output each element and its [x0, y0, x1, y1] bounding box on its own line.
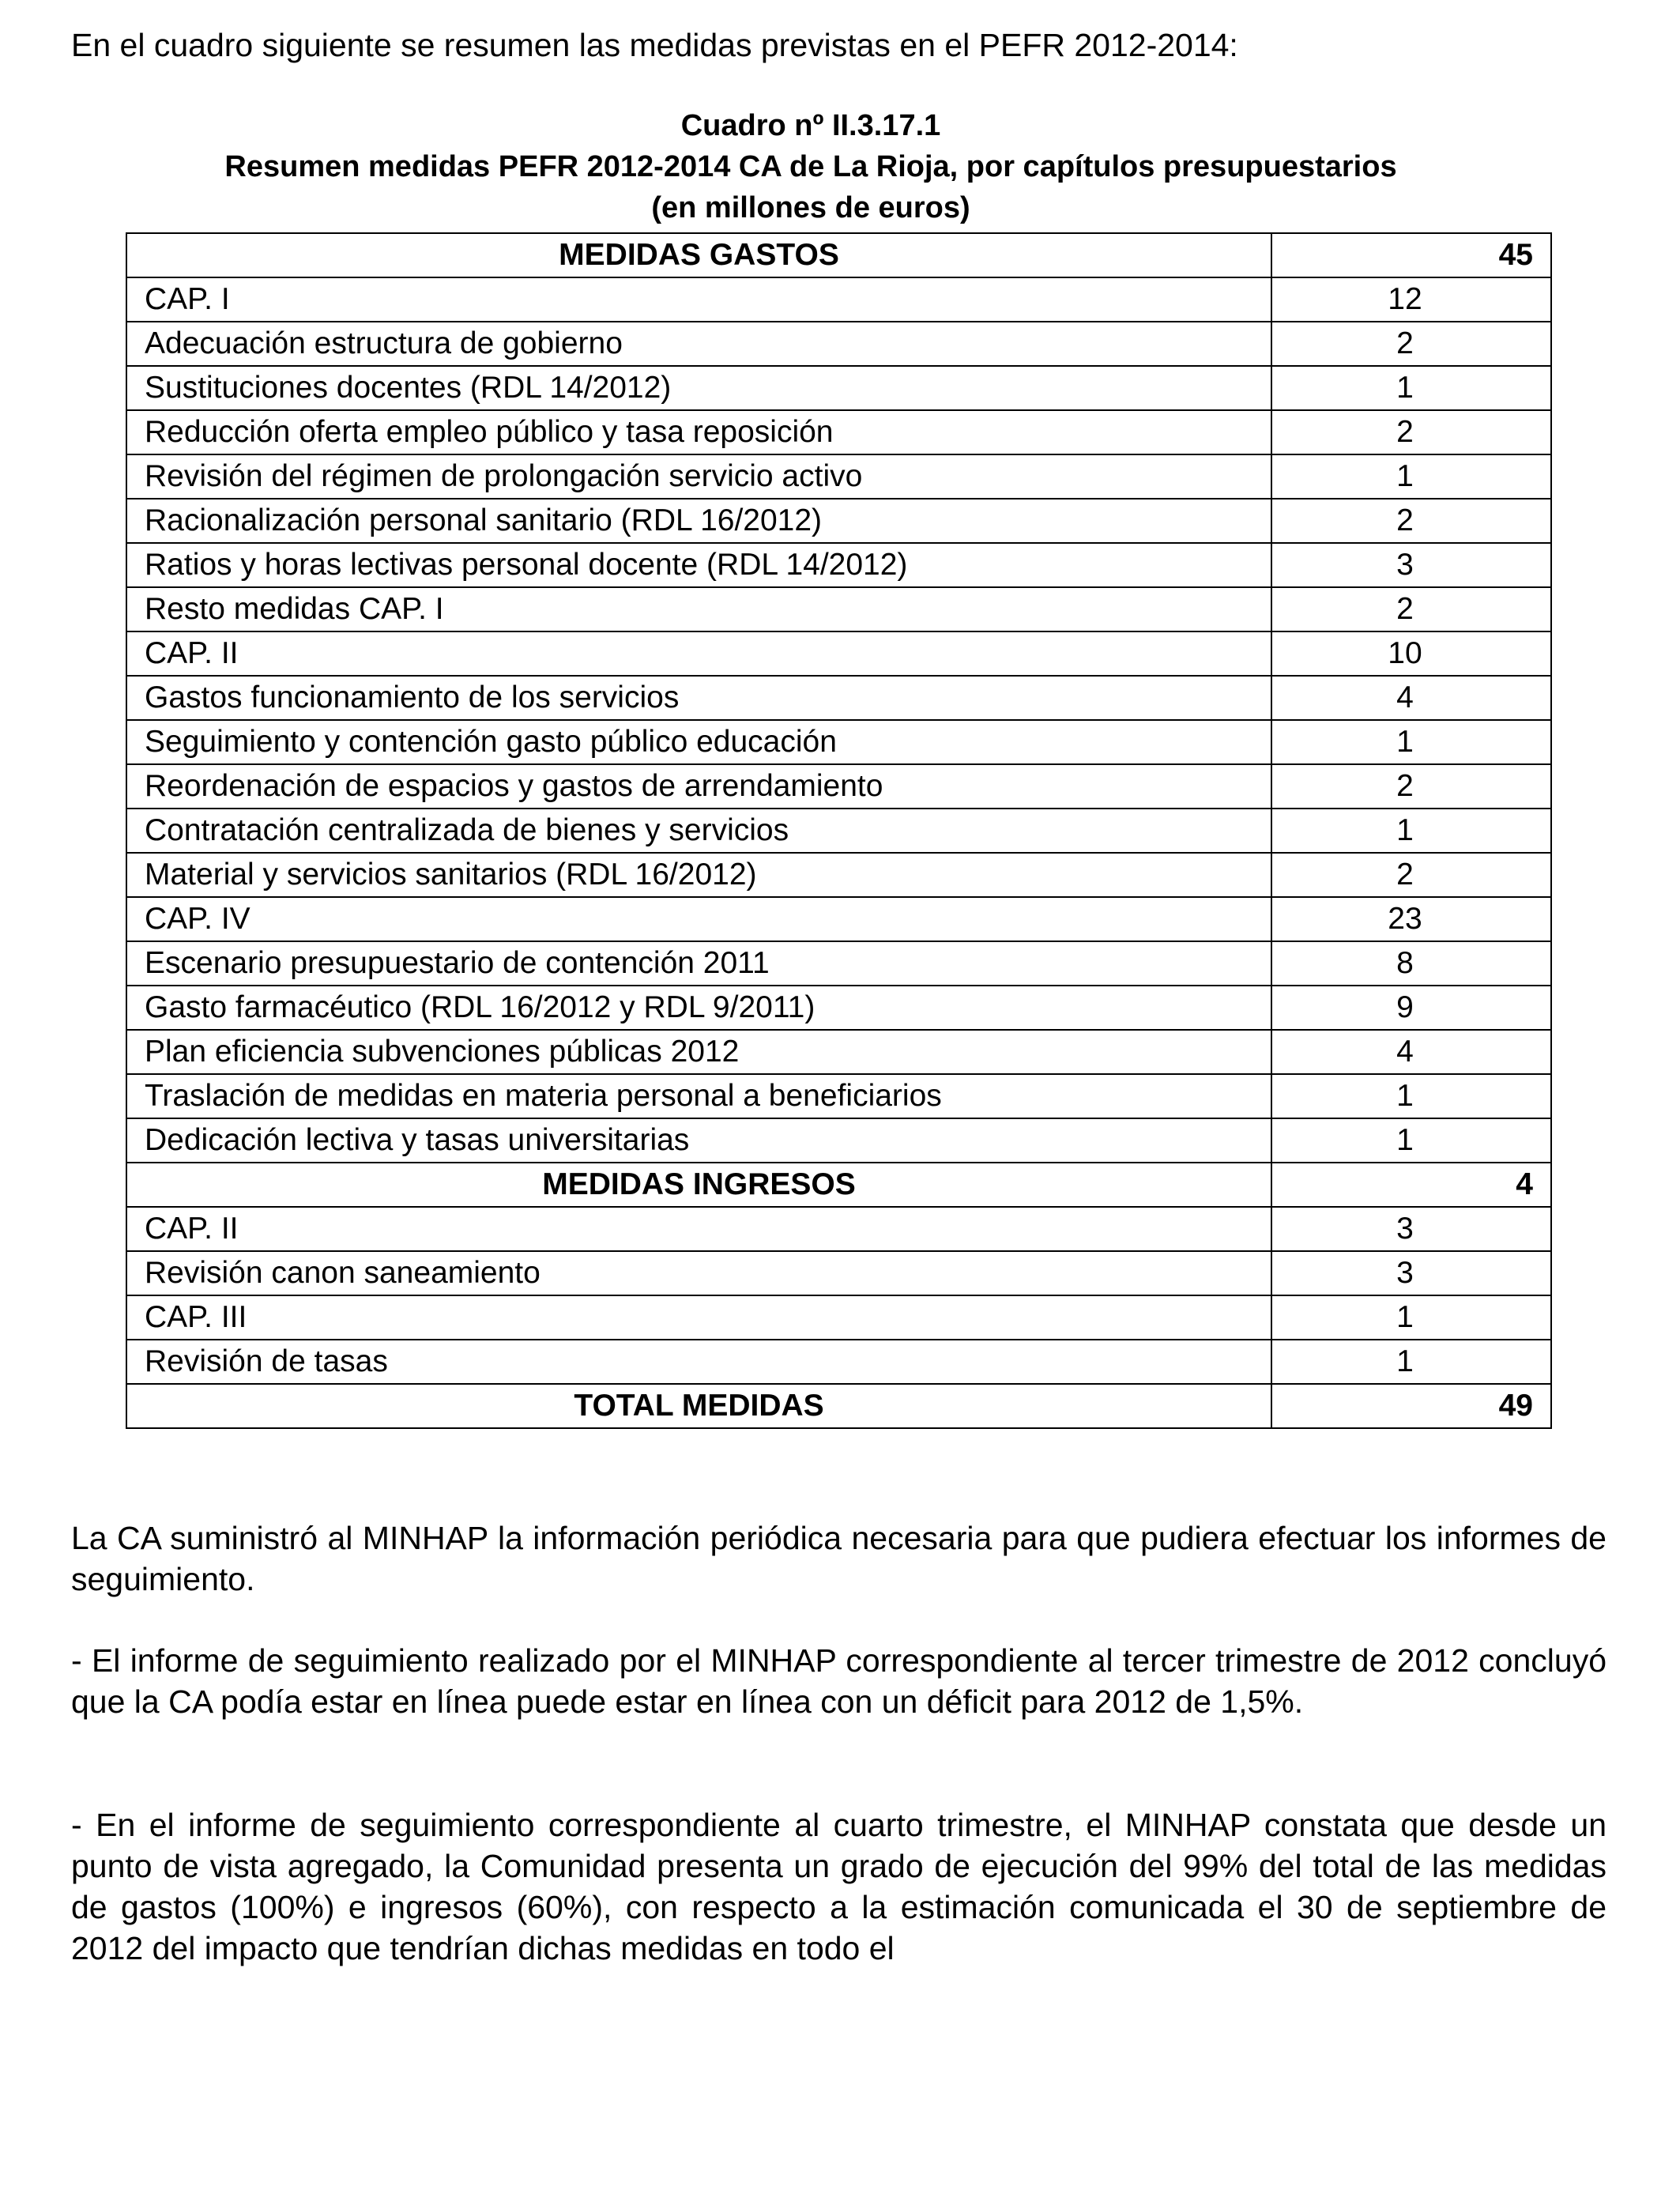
measure-label: Revisión canon saneamiento	[126, 1251, 1271, 1295]
measure-label: Gasto farmacéutico (RDL 16/2012 y RDL 9/2011)	[126, 986, 1271, 1030]
measure-value: 2	[1271, 322, 1551, 366]
measure-value: 1	[1271, 809, 1551, 853]
measures-summary-table	[126, 232, 1552, 1429]
table-number: Cuadro nº II.3.17.1	[680, 109, 941, 142]
measure-value: 1	[1271, 1295, 1551, 1340]
paragraph-third-quarter: - El informe de seguimiento realizado por el MINHAP correspondiente al tercer trimestre de 2012 concluyó que la CA podía estar en línea puede estar en línea con un déficit para 2012 de 1,5%.	[71, 1642, 1607, 1720]
measure-value: 1	[1271, 366, 1551, 410]
paragraph-fourth-quarter: - En el informe de seguimiento correspondiente al cuarto trimestre, el MINHAP constata que desde un punto de vista agregado, la Comunidad presenta un grado de ejecución del 99% del total de las medidas de gastos (100%) e ingresos (60%), con respecto a la estimación comunicada el 30 de septiembre de 2012 del impacto que tendrían dichas medidas en todo el	[71, 1807, 1607, 1966]
table-row	[126, 631, 1551, 676]
measure-label: CAP. II	[126, 631, 1271, 676]
table-section-row	[126, 1384, 1551, 1428]
measure-value: 8	[1271, 941, 1551, 986]
measure-value: 3	[1271, 543, 1551, 587]
table-row	[126, 1295, 1551, 1340]
measure-label: Seguimiento y contención gasto público educación	[126, 720, 1271, 764]
measure-value: 1	[1271, 1118, 1551, 1163]
section-total: 45	[1271, 233, 1551, 277]
section-label: MEDIDAS GASTOS	[126, 233, 1271, 277]
table-row	[126, 897, 1551, 941]
section-total: 4	[1271, 1163, 1551, 1207]
section-label: TOTAL MEDIDAS	[126, 1384, 1271, 1428]
measure-label: Sustituciones docentes (RDL 14/2012)	[126, 366, 1271, 410]
measure-value: 1	[1271, 720, 1551, 764]
table-row	[126, 587, 1551, 631]
measure-label: CAP. I	[126, 277, 1271, 322]
measure-value: 1	[1271, 1340, 1551, 1384]
measure-label: Contratación centralizada de bienes y servicios	[126, 809, 1271, 853]
measure-label: Resto medidas CAP. I	[126, 587, 1271, 631]
table-row	[126, 941, 1551, 986]
measure-label: Reordenación de espacios y gastos de arrendamiento	[126, 764, 1271, 809]
table-row	[126, 986, 1551, 1030]
measure-label: Material y servicios sanitarios (RDL 16/2012)	[126, 853, 1271, 897]
table-row	[126, 277, 1551, 322]
measure-value: 1	[1271, 454, 1551, 499]
measure-label: CAP. IV	[126, 897, 1271, 941]
table-row	[126, 1074, 1551, 1118]
table-row	[126, 410, 1551, 454]
measure-label: Gastos funcionamiento de los servicios	[126, 676, 1271, 720]
measure-label: Adecuación estructura de gobierno	[126, 322, 1271, 366]
table-units: (en millones de euros)	[651, 191, 970, 224]
measure-value: 2	[1271, 764, 1551, 809]
table-row	[126, 720, 1551, 764]
table-section-row	[126, 1163, 1551, 1207]
paragraph-info-supplied: La CA suministró al MINHAP la información periódica necesaria para que pudiera efectuar los informes de seguimiento.	[71, 1520, 1607, 1597]
table-row	[126, 499, 1551, 543]
measure-label: Reducción oferta empleo público y tasa reposición	[126, 410, 1271, 454]
measure-value: 23	[1271, 897, 1551, 941]
measure-label: CAP. II	[126, 1207, 1271, 1251]
table-row	[126, 764, 1551, 809]
measure-label: Revisión de tasas	[126, 1340, 1271, 1384]
measure-value: 2	[1271, 499, 1551, 543]
measure-value: 9	[1271, 986, 1551, 1030]
table-section-row	[126, 233, 1551, 277]
table-row	[126, 1340, 1551, 1384]
measure-label: Dedicación lectiva y tasas universitarias	[126, 1118, 1271, 1163]
measure-label: Revisión del régimen de prolongación servicio activo	[126, 454, 1271, 499]
table-row	[126, 1118, 1551, 1163]
measure-label: Racionalización personal sanitario (RDL 16/2012)	[126, 499, 1271, 543]
measure-value: 12	[1271, 277, 1551, 322]
measure-value: 4	[1271, 1030, 1551, 1074]
table-row	[126, 853, 1551, 897]
measure-label: Plan eficiencia subvenciones públicas 2012	[126, 1030, 1271, 1074]
measure-value: 2	[1271, 410, 1551, 454]
measure-label: Traslación de medidas en materia personal a beneficiarios	[126, 1074, 1271, 1118]
measure-value: 2	[1271, 587, 1551, 631]
measure-label: Escenario presupuestario de contención 2011	[126, 941, 1271, 986]
table-row	[126, 1251, 1551, 1295]
measure-value: 4	[1271, 676, 1551, 720]
table-row	[126, 1030, 1551, 1074]
table-title: Resumen medidas PEFR 2012-2014 CA de La Rioja, por capítulos presupuestarios	[224, 150, 1397, 183]
table-row	[126, 809, 1551, 853]
measure-label: CAP. III	[126, 1295, 1271, 1340]
section-total: 49	[1271, 1384, 1551, 1428]
measure-value: 1	[1271, 1074, 1551, 1118]
measure-label: Ratios y horas lectivas personal docente (RDL 14/2012)	[126, 543, 1271, 587]
measure-value: 2	[1271, 853, 1551, 897]
table-row	[126, 322, 1551, 366]
table-row	[126, 1207, 1551, 1251]
table-row	[126, 676, 1551, 720]
measure-value: 3	[1271, 1251, 1551, 1295]
table-row	[126, 454, 1551, 499]
section-label: MEDIDAS INGRESOS	[126, 1163, 1271, 1207]
intro-text: En el cuadro siguiente se resumen las medidas previstas en el PEFR 2012-2014:	[71, 27, 1238, 63]
measure-value: 3	[1271, 1207, 1551, 1251]
table-row	[126, 543, 1551, 587]
table-row	[126, 366, 1551, 410]
measure-value: 10	[1271, 631, 1551, 676]
